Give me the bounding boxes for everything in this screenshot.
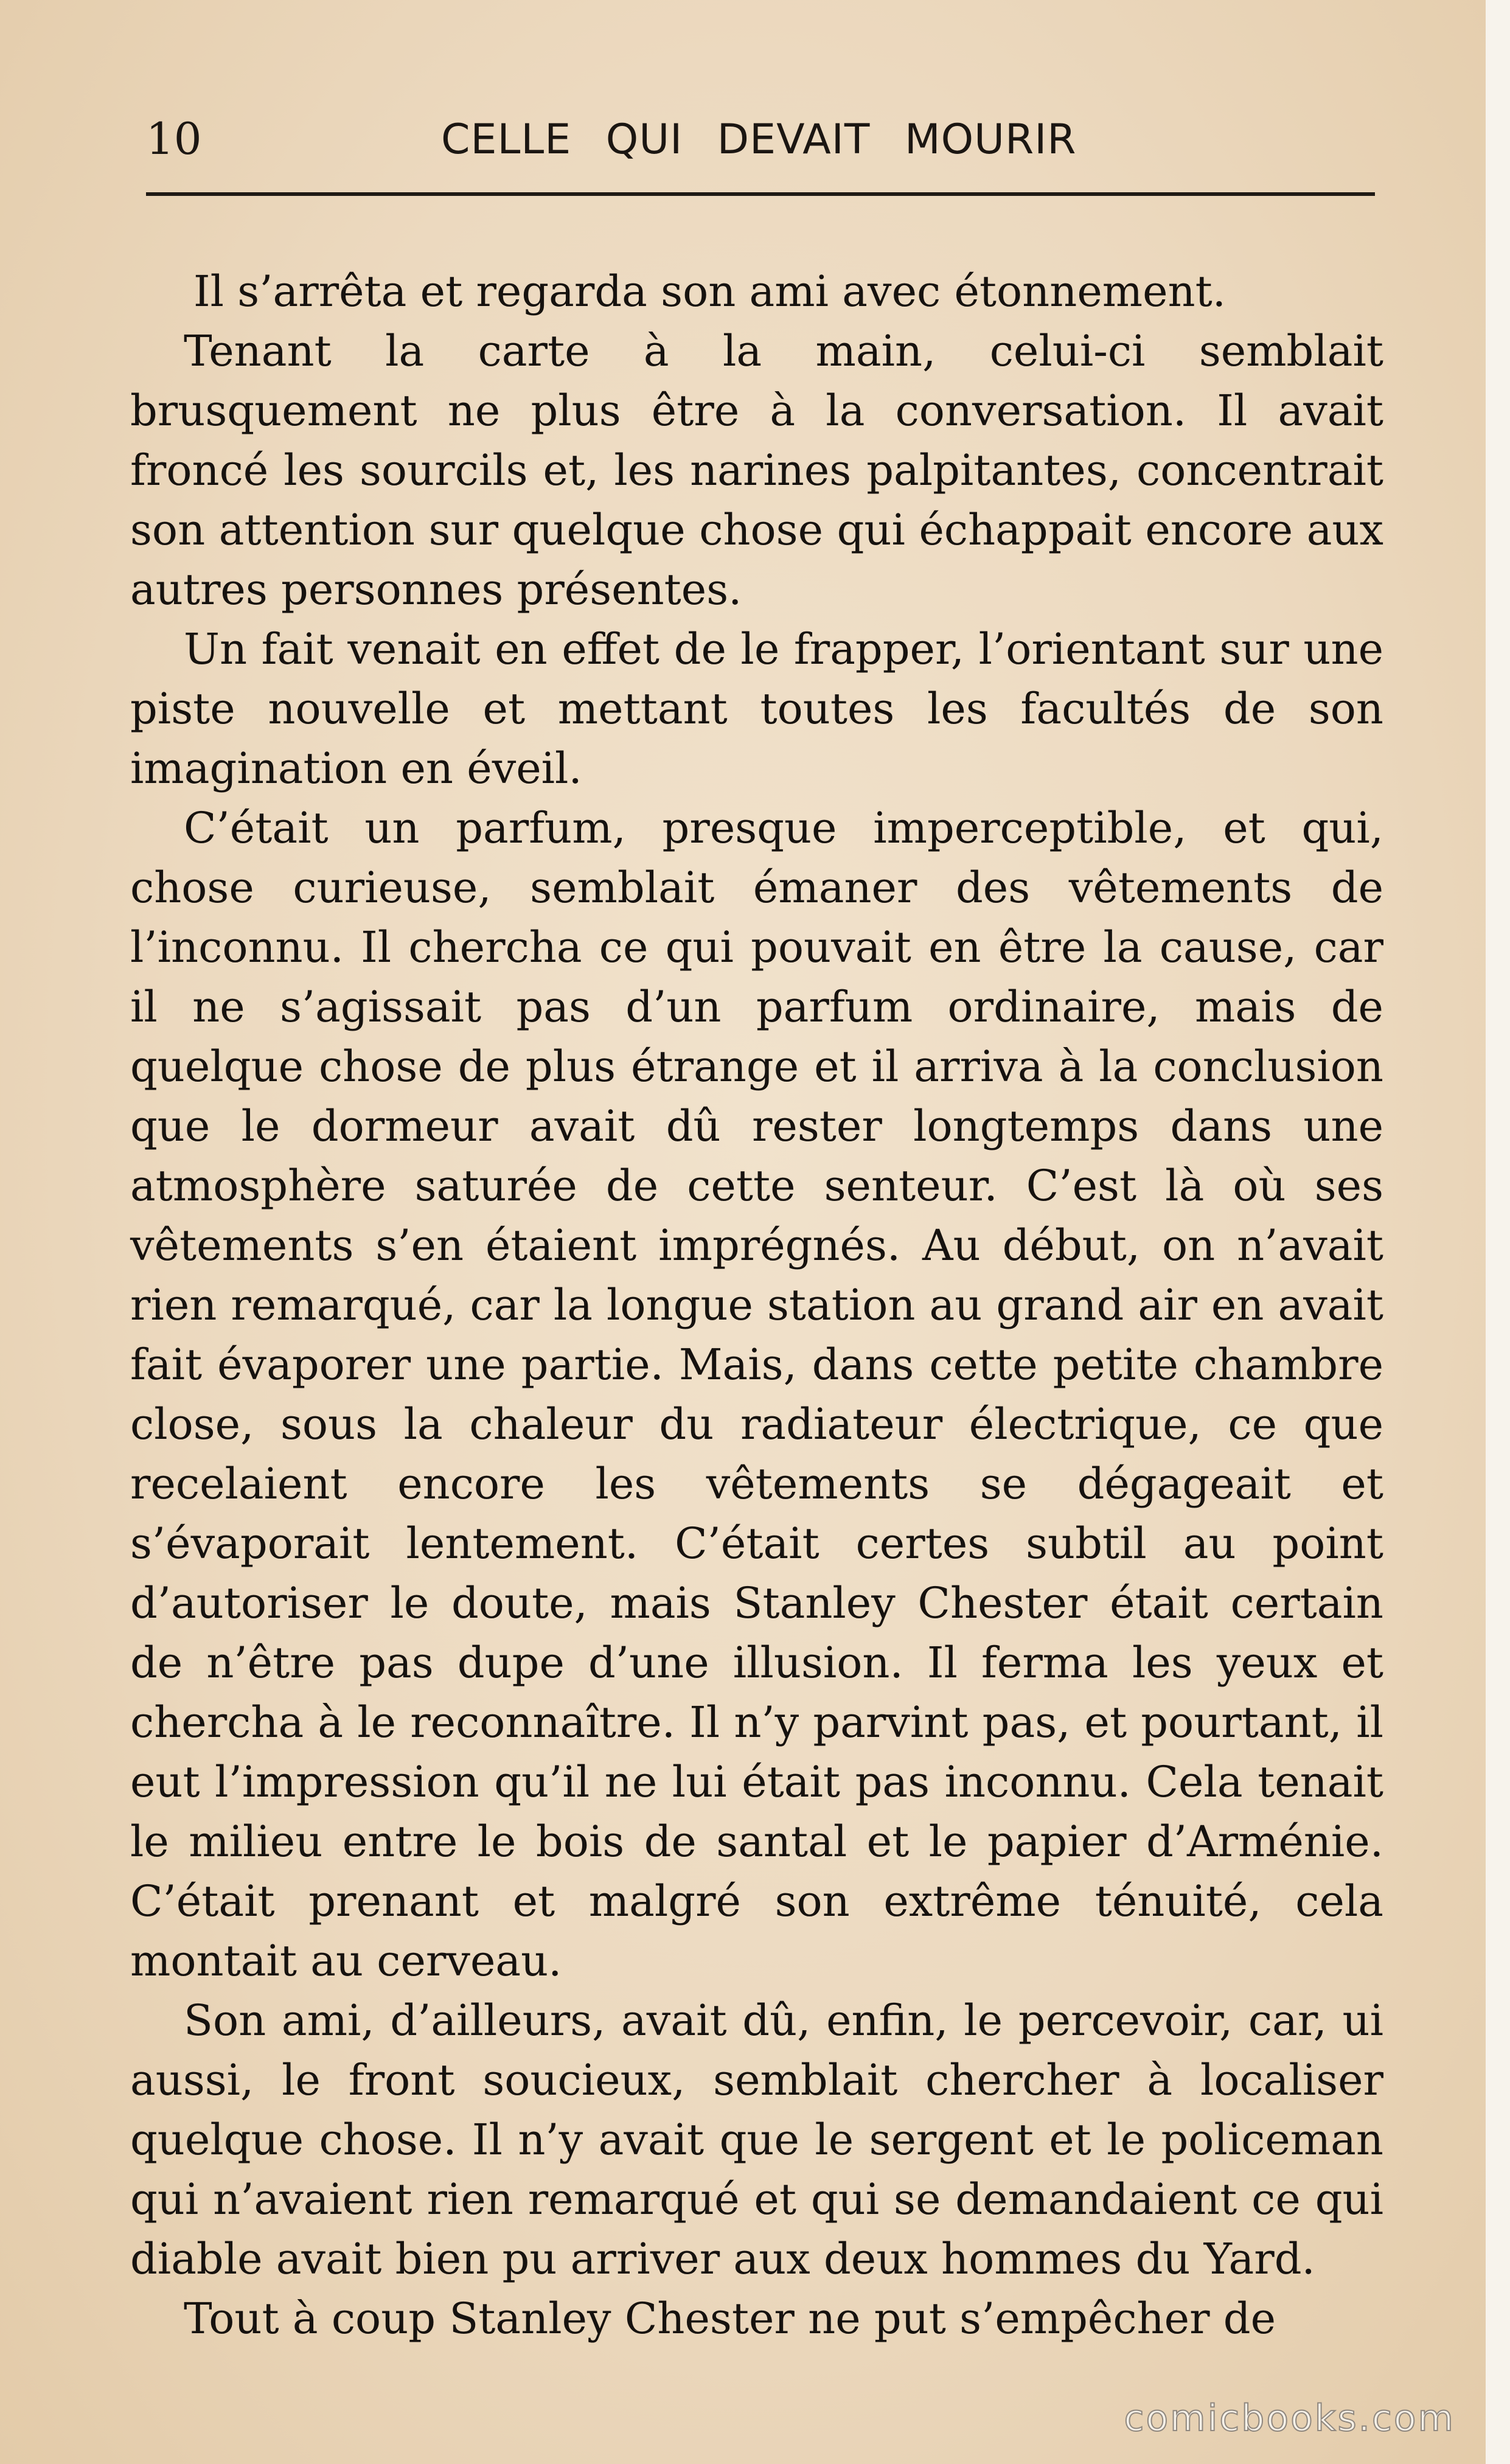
paragraph: C’était un parfum, presque imperceptible, et qui, chose curieuse, semblait émaner des vêtements de l’inconnu. Il chercha ce qui pouvait en être la cause, car il ne s’agissait pas d’un parfum ordinaire, mais de quelque chose de plus étrange et il arriva à la conclusion que le dormeur avait dû rester longtemps dans une atmosphère saturée de cette senteur. C’est là où ses vêtements s’en étaient imprégnés. Au début, on n’avait rien remarqué, car la longue station au grand air en avait fait évaporer une partie. Mais, dans cette petite chambre close, sous la chaleur du radiateur électrique, ce que recelaient encore les vêtements se dégageait et s’évaporait lentement. C’était certes subtil au point d’autoriser le doute, mais Stanley Chester était certain de n’être pas dupe d’une illusion. Il ferma les yeux et chercha à le reconnaître. Il n’y parvint pas, et pourtant, il eut l’impression qu’il ne lui était pas inconnu. Cela tenait le milieu entre le bois de santal et le papier d’Arménie. C’était prenant et malgré son extrême ténuité, cela montait au cerveau. (130, 803, 1383, 1986)
paragraph: Il s’arrêta et regarda son ami avec étonnement. (193, 266, 1226, 316)
page-header (146, 110, 1375, 183)
page-edge (1486, 0, 1510, 2464)
paragraph: Un fait venait en effet de le frapper, l’orientant sur une piste nouvelle et mettant toutes les facultés de son imagination en éveil. (130, 624, 1383, 793)
paragraph: Tout à coup Stanley Chester ne put s’empêcher de (184, 2294, 1276, 2344)
paragraph: Tenant la carte à la main, celui-ci semblait brusquement ne plus être à la conversation. Il avait froncé les sourcils et, les narines palpitantes, concentrait son attention sur quelque chose qui échappait encore aux autres personnes présentes. (130, 326, 1383, 614)
running-title: CELLE QUI DEVAIT MOURIR (441, 116, 1077, 164)
header-rule (146, 192, 1375, 196)
body-text (130, 262, 1383, 2348)
paragraph: Son ami, d’ailleurs, avait dû, enfin, le percevoir, car, ui aussi, le front soucieux, semblait chercher à localiser quelque chose. Il n’y avait que le sergent et le policeman qui n’avaient rien remarqué et qui se demandaient ce qui diable avait bien pu arriver aux deux hommes du Yard. (130, 1996, 1383, 2284)
page-number: 10 (146, 113, 202, 164)
watermark: comicbooks.com (1124, 2397, 1455, 2440)
